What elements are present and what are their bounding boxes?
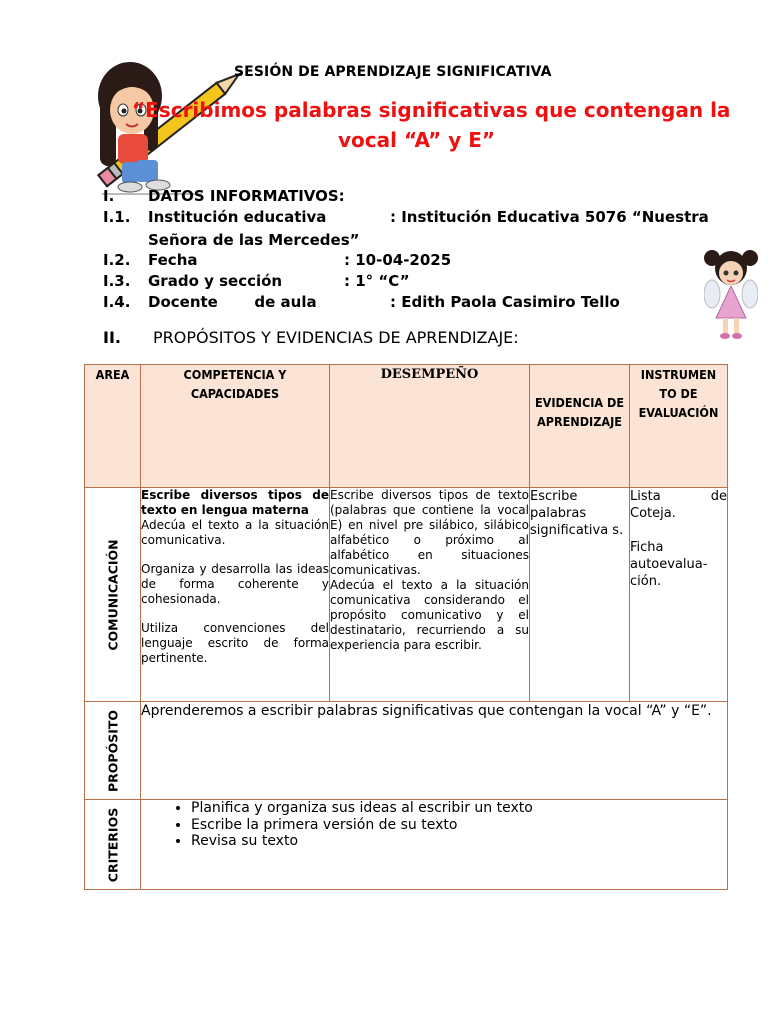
datos-value-docente: : Edith Paola Casimiro Tello [390, 293, 620, 311]
proposito-label: PROPÓSITO [105, 709, 120, 792]
criterio-3: • Revisa su texto [191, 833, 727, 850]
criterio-1: • Planifica y organiza sus ideas al escribir un texto [191, 800, 727, 817]
datos-heading: DATOS INFORMATIVOS: [148, 187, 345, 205]
instrumento-ficha: Ficha autoevalua-ción. [630, 540, 708, 589]
criterio-2: • Escribe la primera versión de su texto [191, 817, 727, 834]
datos-label-fecha: Fecha [148, 251, 198, 269]
criterios-label-cell [85, 800, 141, 890]
header-competencia: COMPETENCIA Y CAPACIDADES [141, 365, 330, 488]
capacidad-3: Utiliza convenciones del lenguaje escrito de forma pertinente. [141, 621, 329, 665]
desempeno-2: Adecúa el texto a la situación comunicativa considerando el propósito comunicativo y el destinatario, recurriendo a su experiencia para escribir. [330, 578, 529, 652]
desempeno-cell [330, 488, 530, 702]
table-row-comunicacion [85, 488, 728, 702]
table-row-proposito [85, 702, 728, 800]
section-2-heading [103, 328, 519, 347]
datos-label-grado: Grado y sección [148, 272, 283, 290]
session-title-line2: vocal “A” y E” [338, 128, 496, 152]
capacidad-1: Adecúa el texto a la situación comunicativa. [141, 518, 329, 547]
learning-table [84, 364, 728, 890]
datos-num-1: I.1. [103, 208, 131, 226]
datos-num-4: I.4. [103, 293, 131, 311]
datos-value-institucion: : Institución Educativa 5076 “Nuestra [390, 208, 709, 226]
datos-value-grado: : 1° “C” [344, 272, 410, 290]
datos-heading-num: I. [103, 187, 115, 205]
datos-label-institucion: Institución educativa [148, 208, 327, 226]
proposito-label-cell [85, 702, 141, 800]
criterios-cell [141, 800, 728, 890]
datos-informativos [0, 187, 768, 317]
girl-with-pencil-illustration [92, 58, 242, 202]
datos-label-docente: Docente de aula [148, 293, 317, 311]
datos-num-2: I.2. [103, 251, 131, 269]
header-desempeno: DESEMPEÑO [330, 365, 530, 488]
competencia-title: Escribe diversos tipos de texto en lengua materna [141, 488, 329, 517]
desempeno-1: Escribe diversos tipos de texto (palabras que contiene la vocal E) en nivel pre silábico, silábico alfabético o próximo al alfabético en situaciones comunicativas. [330, 488, 529, 577]
section-2-num: II. [103, 328, 121, 347]
instrumento-de: de [710, 489, 727, 504]
criterios-label: CRITERIOS [105, 807, 120, 882]
proposito-text: Aprenderemos a escribir palabras significativas que contengan la vocal “A” y “E”. [141, 702, 728, 800]
instrumento-coteja: Coteja. [630, 506, 676, 521]
section-2-title: PROPÓSITOS Y EVIDENCIAS DE APRENDIZAJE: [153, 328, 519, 347]
criterios-list [141, 800, 727, 850]
datos-value-institucion-2: Señora de las Mercedes” [148, 231, 360, 249]
table-row-criterios [85, 800, 728, 890]
instrumento-cell [630, 488, 728, 702]
header-instrumento: INSTRUMEN TO DE EVALUACIÓN [630, 365, 728, 488]
datos-value-fecha: : 10-04-2025 [344, 251, 452, 269]
instrumento-lista: Lista [630, 489, 661, 504]
header-evidencia: EVIDENCIA DE APRENDIZAJE [530, 365, 630, 488]
capacidad-2: Organiza y desarrolla las ideas de forma coherente y cohesionada. [141, 562, 329, 606]
header-area: AREA [85, 365, 141, 488]
datos-num-3: I.3. [103, 272, 131, 290]
competencia-cell [141, 488, 330, 702]
area-label: COMUNICACIÓN [105, 538, 120, 651]
table-header-row [85, 365, 728, 488]
session-kicker: SESIÓN DE APRENDIZAJE SIGNIFICATIVA [234, 64, 552, 80]
session-title-line1: “Escribimos palabras significativas que contengan la [132, 98, 731, 122]
evidencia-cell: Escribe palabras significativa s. [530, 488, 630, 702]
area-cell [85, 488, 141, 702]
